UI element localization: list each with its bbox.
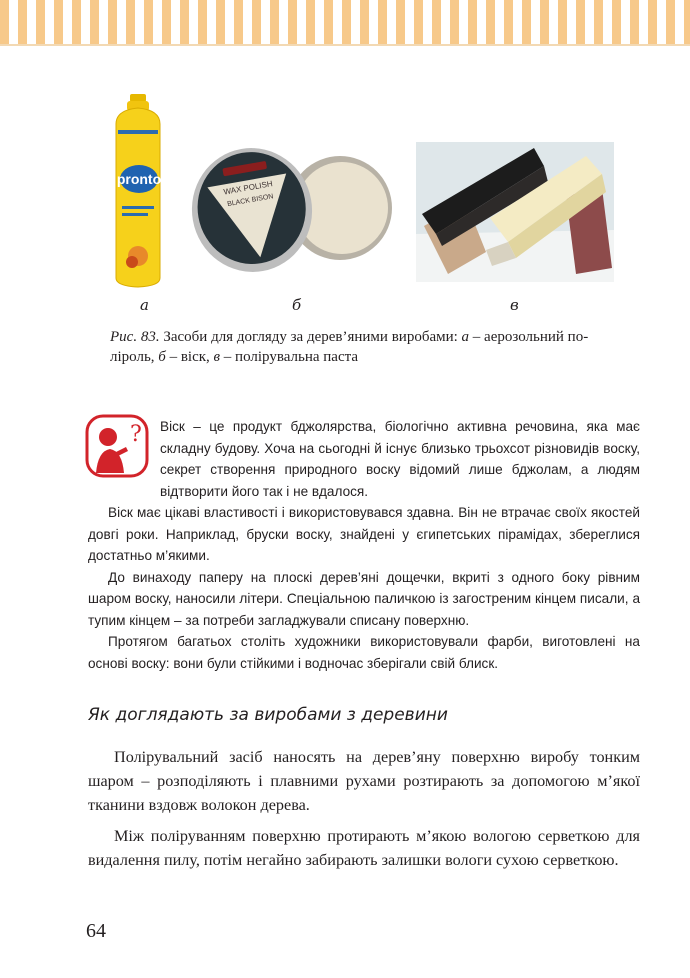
section-paragraph-1: Полірувальний засіб наносять на дерев’яну поверхню виробу тонким шаром – розподіляють і плавними рухами розтирають за допомогою м’якої тканини вздовж волокон дерева. (88, 748, 640, 814)
spray-brand-text: pronto (116, 171, 162, 187)
caption-b-text: – віск, (165, 349, 214, 365)
caption-c-text: – полірувальна паста (220, 349, 359, 365)
caption-prefix: Рис. 83. (110, 329, 160, 345)
info-paragraph-4: Протягом багатьох століть художники використовували фарби, виготовлені на основі воску: вони були стійкими і водночас зберігали свій блиск. (88, 634, 640, 671)
figure-label-c: в (510, 296, 519, 314)
decorative-top-border (0, 0, 690, 44)
svg-text:?: ? (130, 422, 142, 447)
thinking-person-icon (84, 413, 150, 479)
section-heading: Як доглядають за виробами з деревини (88, 705, 448, 725)
section-paragraph-2: Між поліруванням поверхню протирають м’якою вологою серветкою для видалення пилу, потім негайно забирають залишки вологи сухою серветкою. (88, 827, 640, 869)
caption-text: Засоби для догляду за дерев’яними виробами: (159, 329, 462, 345)
figure-caption (110, 327, 630, 367)
figure-label-b: б (292, 296, 302, 314)
info-paragraph-2: Віск має цікаві властивості і використовувався здавна. Він не втрачає своїх якостей довгі роки. Наприклад, бруски воску, знайдені у єгипетських пірамідах, збереглися достатньо м’якими. (88, 505, 640, 563)
aerosol-polish-image (110, 94, 166, 290)
section-body (88, 745, 640, 872)
info-paragraphs-rest (88, 502, 640, 674)
info-paragraph-1: Віск – це продукт бджолярства, біологічно активна речовина, яка має складну будову. Хоча на сьогодні й існує близько трьохсот різновидів воску, секрет створення природного воску відомий лише бджолам, а людям відтворити його так і не вдалося. (160, 419, 640, 499)
wax-tin-image (190, 140, 400, 280)
page-number: 64 (86, 920, 106, 942)
caption-b: б (158, 349, 166, 365)
caption-c: в (213, 349, 221, 365)
info-paragraph-3: До винаходу паперу на плоскі дерев’яні дощечки, вкриті з одного боку рівним шаром воску, наносили літери. Спеціальною паличкою із загостреним кінцем писали, а тупим кінцем – за потреби загладжували списану поверхню. (88, 569, 640, 628)
caption-a-text: – аерозольний по-ліроль, (110, 329, 589, 365)
polishing-paste-image (416, 142, 614, 282)
caption-a: а (461, 329, 470, 345)
wax-brand-text: WAX POLISH (222, 179, 274, 197)
figure-label-a: а (140, 296, 149, 314)
wax-sub-text: BLACK BISON (226, 193, 274, 209)
